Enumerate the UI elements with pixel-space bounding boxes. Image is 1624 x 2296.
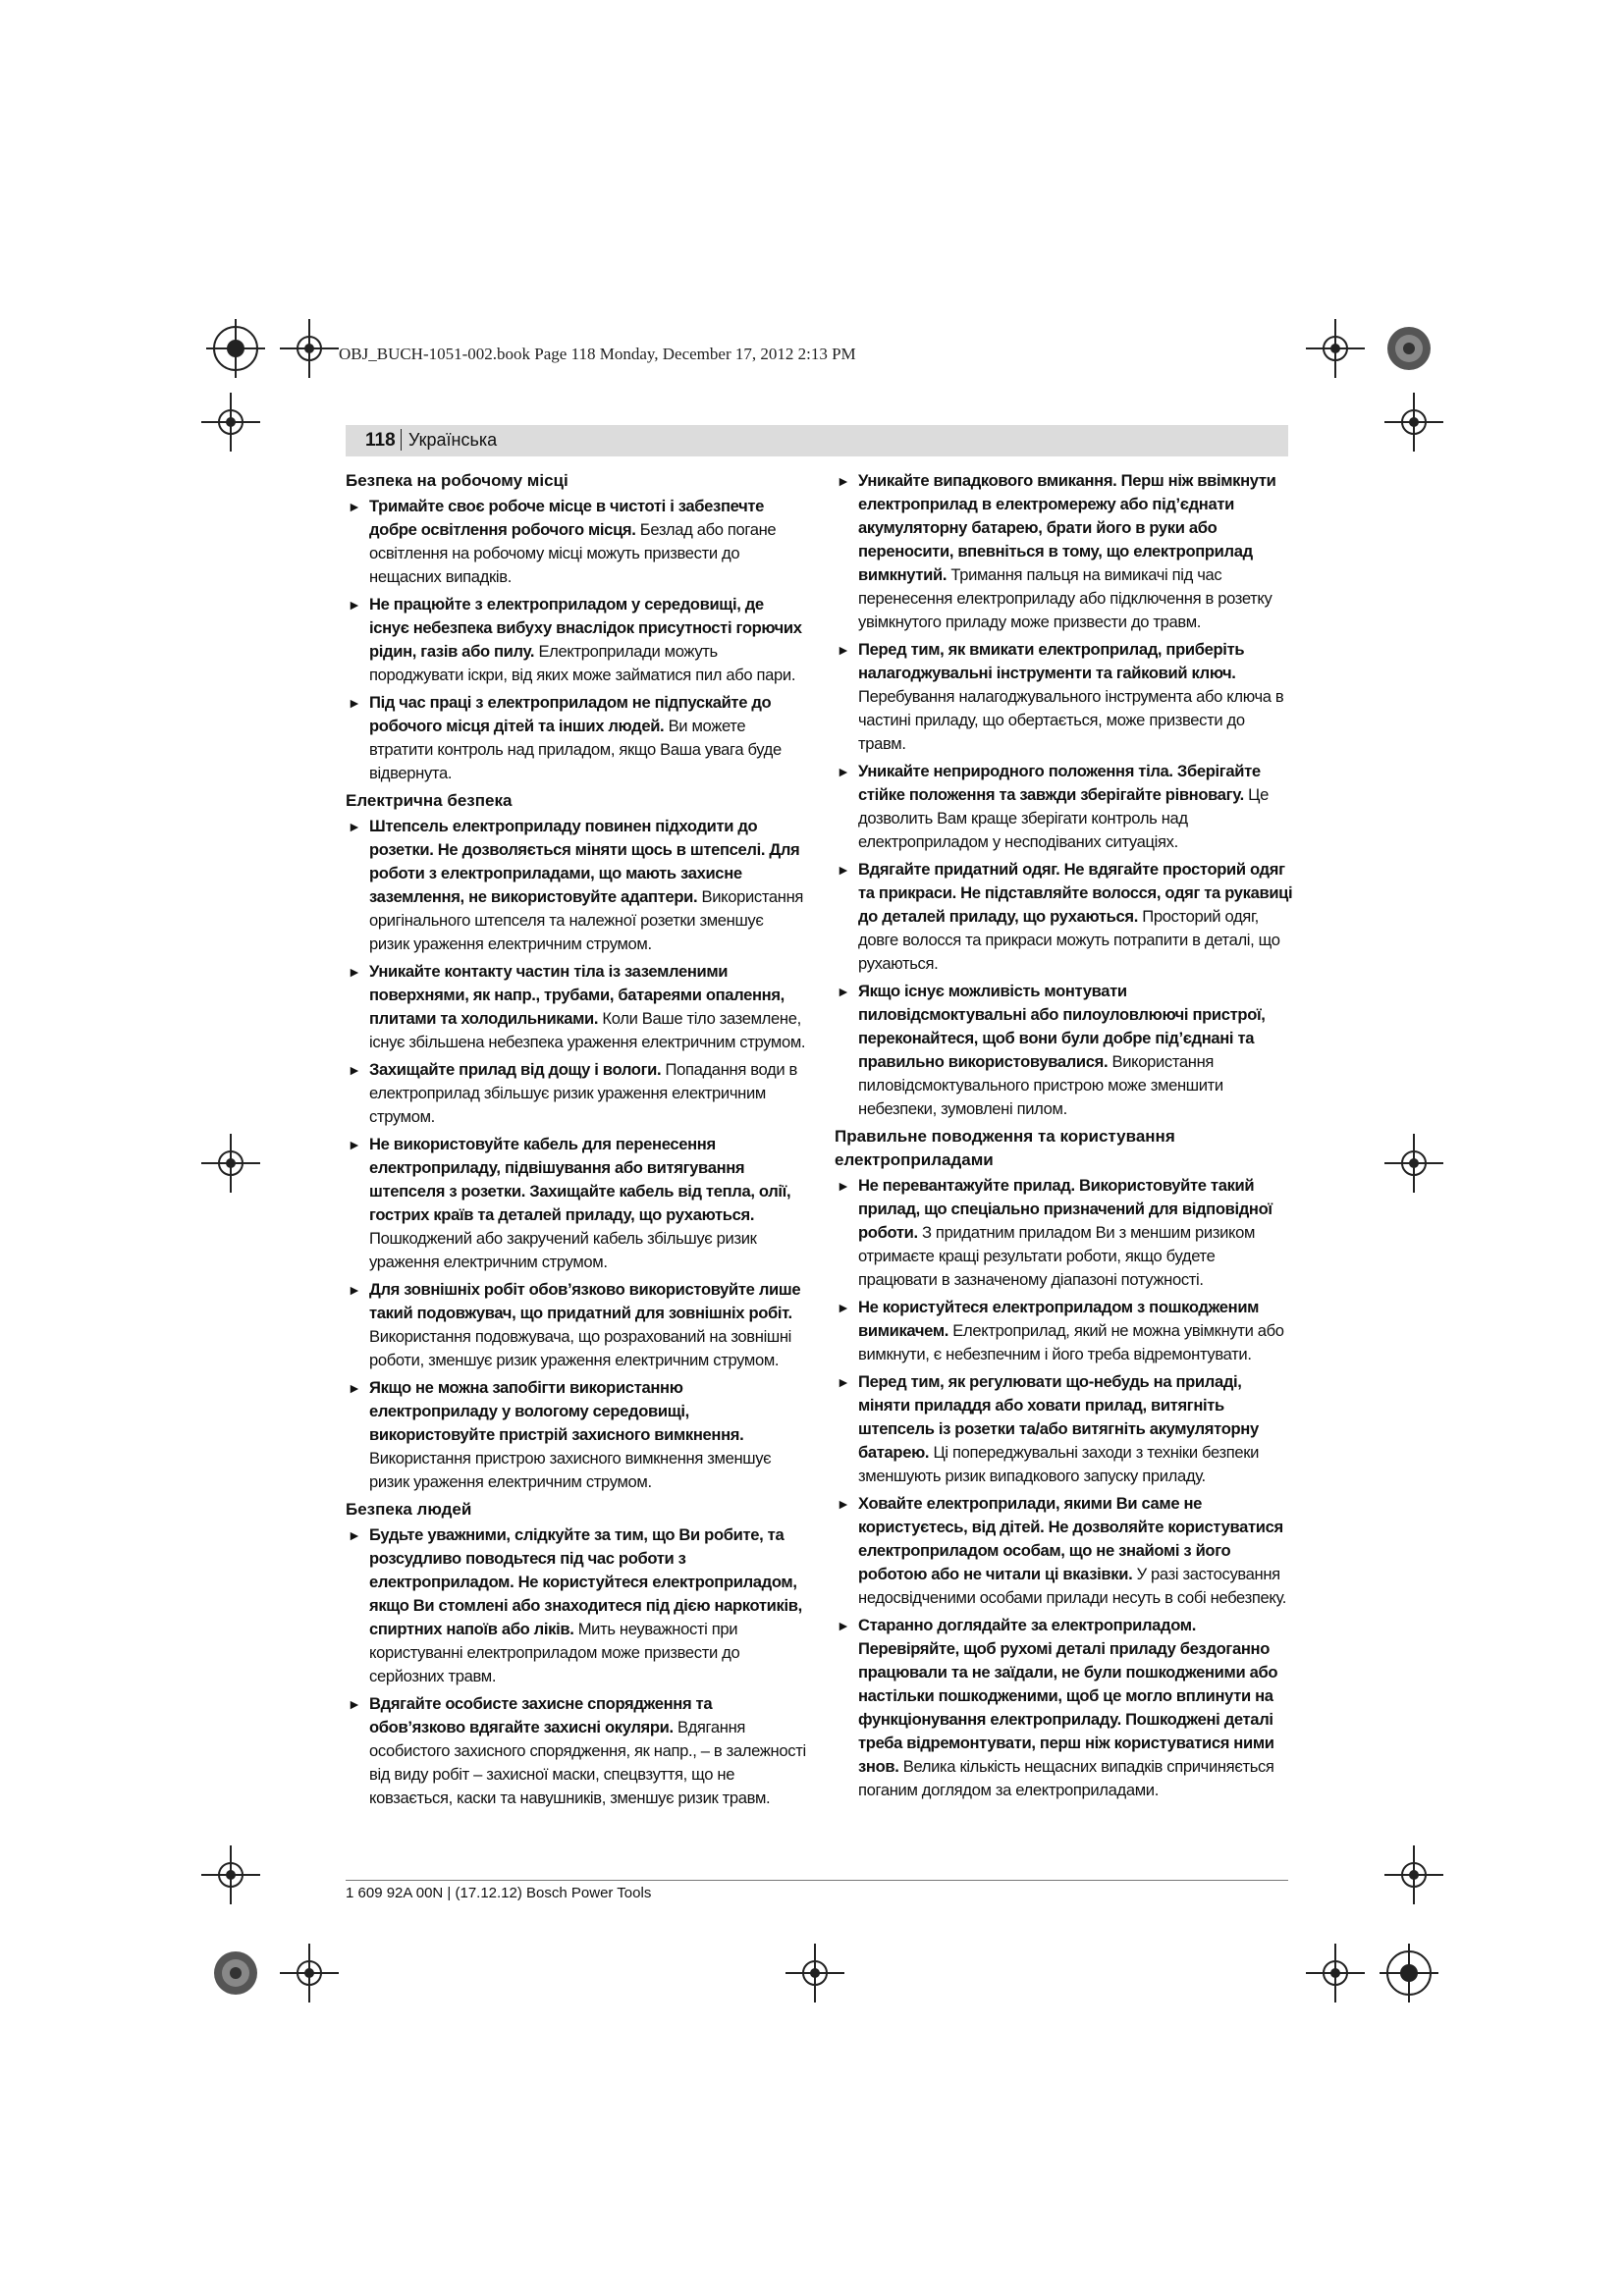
bullet-triangle-icon: ►: [348, 695, 361, 711]
instruction-explanation: З придатним приладом Ви з меншим ризиком отримаєте кращі результати роботи, якщо будете працювати в зазначеному діапазоні потужності.: [858, 1223, 1256, 1289]
instruction-explanation: Пошкоджений або закручений кабель збільшує ризик ураження електричним струмом.: [369, 1229, 757, 1271]
bullet-triangle-icon: ►: [348, 499, 361, 514]
bullet-triangle-icon: ►: [348, 1696, 361, 1712]
bullet-triangle-icon: ►: [348, 1527, 361, 1543]
instruction-explanation: Використання подовжувача, що розрахований на зовнішні роботи, зменшує ризик ураження електричним струмом.: [369, 1327, 792, 1369]
instruction-bold-text: Для зовнішніх робіт обов’язково використовуйте лише такий подовжувач, що придатний для зовнішніх робіт.: [369, 1280, 801, 1322]
safety-instruction: [835, 1174, 1296, 1292]
instruction-bold-text: Під час праці з електроприладом не підпускайте до робочого місця дітей та інших людей.: [369, 693, 772, 735]
instruction-bold-text: Якщо не можна запобігти використанню електроприладу у вологому середовищі, використовуйте пристрій захисного вимкнення.: [369, 1378, 744, 1444]
registration-target-left-icon: [280, 319, 339, 378]
instruction-bold-text: Штепсель електроприладу повинен підходити до розетки. Не дозволяється міняти щось в штепселі. Для роботи з електроприладами, що мають захисне заземлення, не використовуйте адаптери.: [369, 817, 800, 906]
safety-instruction: [346, 691, 807, 785]
instruction-explanation: Електроприлади можуть породжувати іскри, від яких може займатися пил або пари.: [369, 642, 796, 684]
safety-instruction: [835, 469, 1296, 634]
safety-instruction: [346, 495, 807, 589]
instruction-explanation: Ці попереджувальні заходи з техніки безпеки зменшують ризик випадкового запуску приладу.: [858, 1443, 1260, 1485]
registration-target-bottom-left-small-icon: [280, 1944, 339, 2002]
instruction-explanation: Використання оригінального штепселя та належної розетки зменшує ризик ураження електричним струмом.: [369, 887, 804, 953]
section-heading: Безпека на робочому місці: [346, 471, 568, 490]
page-footer: 1 609 92A 00N | (17.12.12) Bosch Power Tools: [346, 1885, 652, 1901]
section-heading: Правильне поводження та користування електроприладами: [835, 1127, 1175, 1169]
safety-instruction: [346, 1376, 807, 1494]
instruction-bold-text: Ховайте електроприлади, якими Ви саме не користуєтесь, від дітей. Не дозволяйте користуватися електроприладом особам, що не знайомі з його роботою або не читали ці вказівки.: [858, 1494, 1283, 1583]
safety-instruction: [835, 1614, 1296, 1802]
footer-divider: [346, 1880, 1288, 1881]
instruction-bold-text: Будьте уважними, слідкуйте за тим, що Ви робите, та розсудливо поводьтеся під час роботи з електроприладом. Не користуйтеся електроприладом, якщо Ви стомлені або знаходитеся під дією наркотиків, спиртних напоїв або ліків.: [369, 1525, 802, 1638]
bullet-triangle-icon: ►: [837, 1496, 850, 1512]
instruction-bold-text: Перед тим, як вмикати електроприлад, приберіть налагоджувальні інструменти та гайковий ключ.: [858, 640, 1245, 682]
safety-instruction: [346, 1692, 807, 1810]
instruction-bold-text: Уникайте неприродного положення тіла. Зберігайте стійке положення та завжди зберігайте рівновагу.: [858, 762, 1261, 804]
registration-target-left-upper-icon: [201, 393, 260, 452]
bullet-triangle-icon: ►: [837, 1178, 850, 1194]
section-heading: Безпека людей: [346, 1500, 472, 1519]
bullet-triangle-icon: ►: [348, 597, 361, 613]
instruction-explanation: Мить неуважності при користуванні електроприладом може призвести до серйозних травм.: [369, 1620, 740, 1685]
instruction-bold-text: Тримайте своє робоче місце в чистоті і забезпечте добре освітлення робочого місця.: [369, 497, 765, 539]
registration-target-left-middle-icon: [201, 1134, 260, 1193]
instruction-explanation: Просторий одяг, довге волосся та прикраси можуть потрапити в деталі, що рухаються.: [858, 907, 1280, 973]
instruction-explanation: Коли Ваше тіло заземлене, існує збільшена небезпека ураження електричним струмом.: [369, 1009, 806, 1051]
registration-target-top-left-icon: [206, 319, 265, 378]
language-label: Українська: [408, 430, 498, 450]
instruction-explanation: Попадання води в електроприлад збільшує ризик ураження електричним струмом.: [369, 1060, 797, 1126]
instruction-bold-text: Старанно доглядайте за електроприладом. Перевіряйте, щоб рухомі деталі приладу бездоганно працювали та не заїдали, не були пошкодженими або настільки пошкодженими, щоб це могло вплинути на функціонування електроприладу. Пошкоджені деталі треба відремонтувати, перш ніж користуватися ними знов.: [858, 1616, 1278, 1776]
safety-instruction: [346, 1058, 807, 1129]
bullet-triangle-icon: ►: [348, 1380, 361, 1396]
crop-info-line: OBJ_BUCH-1051-002.book Page 118 Monday, December 17, 2012 2:13 PM: [339, 345, 856, 363]
bullet-triangle-icon: ►: [837, 1300, 850, 1315]
right-column: [835, 469, 1296, 1806]
instruction-bold-text: Не користуйтеся електроприладом з пошкодженим вимикачем.: [858, 1298, 1260, 1340]
instruction-explanation: Електроприлад, який не можна увімкнути або вимкнути, є небезпечним і його треба відремонтувати.: [858, 1321, 1284, 1363]
instruction-explanation: Ви можете втратити контроль над приладом, якщо Ваша увага буде відвернута.: [369, 717, 782, 782]
registration-target-right-upper-icon: [1384, 393, 1443, 452]
bullet-triangle-icon: ►: [837, 1374, 850, 1390]
registration-target-bottom-right-icon: [1380, 1944, 1438, 2002]
safety-instruction: [346, 593, 807, 687]
registration-target-left-lower-icon: [201, 1845, 260, 1904]
registration-target-right-middle-icon: [1384, 1134, 1443, 1193]
instruction-explanation: Використання пиловідсмоктувального пристрою може зменшити небезпеки, зумовлені пилом.: [858, 1052, 1223, 1118]
safety-instruction: [346, 1523, 807, 1688]
registration-target-bottom-right-small-icon: [1306, 1944, 1365, 2002]
safety-instruction: [835, 1370, 1296, 1488]
registration-target-bottom-center-icon: [785, 1944, 844, 2002]
safety-instruction: [835, 638, 1296, 756]
instruction-explanation: У разі застосування недосвідченими особами прилади несуть в собі небезпеку.: [858, 1565, 1286, 1607]
instruction-bold-text: Не використовуйте кабель для перенесення електроприладу, підвішування або витягування штепселя з розетки. Захищайте кабель від тепла, олії, гострих країв та деталей приладу, що рухаються.: [369, 1135, 791, 1224]
page-header: [346, 425, 1288, 456]
safety-instruction: [346, 960, 807, 1054]
safety-instruction: [346, 1278, 807, 1372]
page-number: 118: [365, 430, 396, 451]
instruction-explanation: Це дозволить Вам краще зберігати контроль над електроприладом у несподіваних ситуаціях.: [858, 785, 1269, 851]
registration-target-top-right-icon: [1380, 319, 1438, 378]
left-column: [346, 469, 807, 1814]
instruction-explanation: Тримання пальця на вимикачі під час перенесення електроприладу або підключення в розетку увімкнутого приладу може призвести до травм.: [858, 565, 1272, 631]
instruction-explanation: Використання пристрою захисного вимкнення зменшує ризик ураження електричним струмом.: [369, 1449, 772, 1491]
bullet-triangle-icon: ►: [837, 862, 850, 878]
safety-instruction: [835, 760, 1296, 854]
instruction-bold-text: Вдягайте особисте захисне спорядження та обов’язково вдягайте захисні окуляри.: [369, 1694, 713, 1736]
safety-instruction: [346, 1133, 807, 1274]
instruction-explanation: Велика кількість нещасних випадків спричиняється поганим доглядом за електроприладами.: [858, 1757, 1274, 1799]
bullet-triangle-icon: ►: [837, 642, 850, 658]
bullet-triangle-icon: ►: [348, 1137, 361, 1152]
instruction-bold-text: Не працюйте з електроприладом у середовищі, де існує небезпека вибуху внаслідок присутності горючих рідин, газів або пилу.: [369, 595, 802, 661]
header-divider: [401, 429, 402, 451]
registration-target-right-icon: [1306, 319, 1365, 378]
bullet-triangle-icon: ►: [348, 964, 361, 980]
instruction-explanation: Безлад або погане освітлення на робочому місці можуть призвести до нещасних випадків.: [369, 520, 777, 586]
bullet-triangle-icon: ►: [348, 819, 361, 834]
bullet-triangle-icon: ►: [348, 1282, 361, 1298]
instruction-explanation: Вдягання особистого захисного спорядження, як напр., – в залежності від виду робіт – захисної маски, спецвзуття, що не ковзається, каски та навушників, зменшує ризик травм.: [369, 1718, 806, 1807]
instruction-bold-text: Уникайте контакту частин тіла із заземленими поверхнями, як напр., трубами, батареями опалення, плитами та холодильниками.: [369, 962, 785, 1028]
safety-instruction: [346, 815, 807, 956]
section-heading: Електрична безпека: [346, 791, 513, 810]
instruction-bold-text: Уникайте випадкового вмикання. Перш ніж ввімкнути електроприлад в електромережу або під’єднати акумуляторну батарею, брати його в руки або переносити, впевніться в тому, що електроприлад вимкнутий.: [858, 471, 1276, 584]
instruction-bold-text: Перед тим, як регулювати що-небудь на приладі, міняти приладдя або ховати прилад, витягніть штепсель із розетки та/або витягніть акумуляторну батарею.: [858, 1372, 1259, 1462]
bullet-triangle-icon: ►: [837, 1618, 850, 1633]
safety-instruction: [835, 858, 1296, 976]
bullet-triangle-icon: ►: [837, 473, 850, 489]
registration-target-bottom-left-icon: [206, 1944, 265, 2002]
instruction-bold-text: Вдягайте придатний одяг. Не вдягайте просторий одяг та прикраси. Не підставляйте волосся, одяг та рукавиці до деталей приладу, що рухаються.: [858, 860, 1293, 926]
instruction-bold-text: Не перевантажуйте прилад. Використовуйте такий прилад, що спеціально призначений для відповідної роботи.: [858, 1176, 1272, 1242]
registration-target-right-lower-icon: [1384, 1845, 1443, 1904]
safety-instruction: [835, 980, 1296, 1121]
instruction-explanation: Перебування налагоджувального інструмента або ключа в частині приладу, що обертається, може призвести до травм.: [858, 687, 1284, 753]
bullet-triangle-icon: ►: [348, 1062, 361, 1078]
instruction-bold-text: Захищайте прилад від дощу і вологи.: [369, 1060, 662, 1079]
bullet-triangle-icon: ►: [837, 764, 850, 779]
safety-instruction: [835, 1492, 1296, 1610]
instruction-bold-text: Якщо існує можливість монтувати пиловідсмоктувальні або пилоуловлюючі пристрої, переконайтеся, щоб вони були добре під’єднані та правильно використовувалися.: [858, 982, 1266, 1071]
bullet-triangle-icon: ►: [837, 984, 850, 999]
safety-instruction: [835, 1296, 1296, 1366]
